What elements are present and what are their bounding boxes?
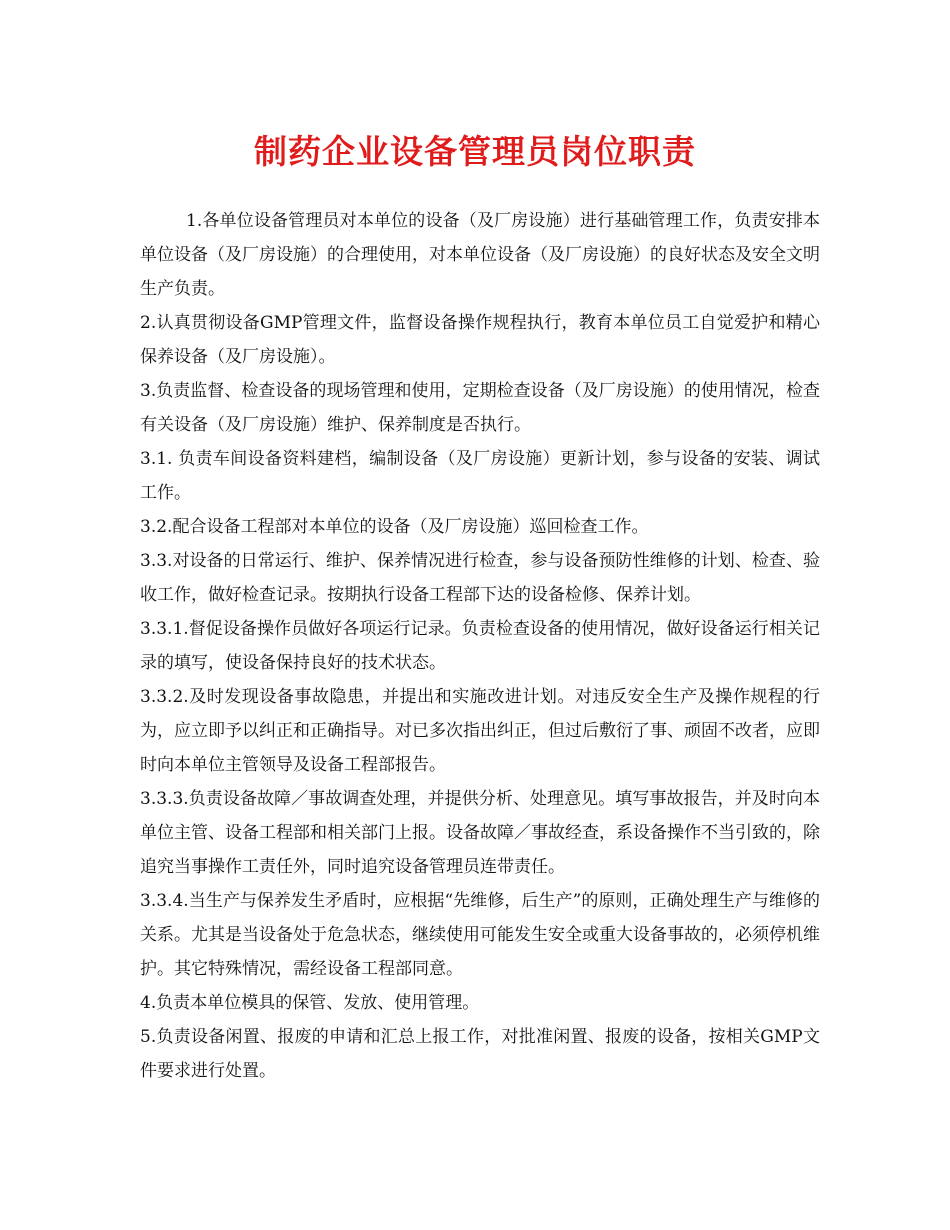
paragraph-5: 5.负责设备闲置、报废的申请和汇总上报工作，对批准闲置、报废的设备，按相关GMP文件要求进行处置。: [140, 1027, 820, 1081]
paragraph-3-3: 3.3.对设备的日常运行、维护、保养情况进行检查，参与设备预防性维修的计划、检查、验收工作，做好检查记录。按期执行设备工程部下达的设备检修、保养计划。: [140, 551, 820, 605]
paragraph-3-1: 3.1. 负责车间设备资料建档，编制设备（及厂房设施）更新计划，参与设备的安装、调试工作。: [140, 449, 820, 503]
paragraph-3-2: 3.2.配合设备工程部对本单位的设备（及厂房设施）巡回检查工作。: [140, 517, 649, 537]
paragraph-3: 3.负责监督、检查设备的现场管理和使用，定期检查设备（及厂房设施）的使用情况，检查有关设备（及厂房设施）维护、保养制度是否执行。: [140, 381, 820, 435]
paragraph-1: 1.各单位设备管理员对本单位的设备（及厂房设施）进行基础管理工作，负责安排本单位设备（及厂房设施）的合理使用，对本单位设备（及厂房设施）的良好状态及安全文明生产负责。: [140, 211, 820, 299]
paragraph-3-3-4: 3.3.4.当生产与保养发生矛盾时，应根据“先维修，后生产”的原则，正确处理生产与维修的关系。尤其是当设备处于危急状态，继续使用可能发生安全或重大设备事故的，必须停机维护。其它特殊情况，需经设备工程部同意。: [140, 891, 820, 979]
document-body: [140, 204, 820, 1088]
paragraph-3-3-3: 3.3.3.负责设备故障／事故调查处理，并提供分析、处理意见。填写事故报告，并及时向本单位主管、设备工程部和相关部门上报。设备故障／事故经查，系设备操作不当引致的，除追究当事操作工责任外，同时追究设备管理员连带责任。: [140, 789, 820, 877]
paragraph-2: 2.认真贯彻设备GMP管理文件，监督设备操作规程执行，教育本单位员工自觉爱护和精心保养设备（及厂房设施）。: [140, 313, 820, 367]
paragraph-3-3-2: 3.3.2.及时发现设备事故隐患，并提出和实施改进计划。对违反安全生产及操作规程的行为，应立即予以纠正和正确指导。对已多次指出纠正，但过后敷衍了事、顽固不改者，应即时向本单位主管领导及设备工程部报告。: [140, 687, 820, 775]
paragraph-3-3-1: 3.3.1.督促设备操作员做好各项运行记录。负责检查设备的使用情况，做好设备运行相关记录的填写，使设备保持良好的技术状态。: [140, 619, 820, 673]
document-title: 制药企业设备管理员岗位职责: [254, 132, 696, 171]
paragraph-4: 4.负责本单位模具的保管、发放、使用管理。: [140, 993, 480, 1013]
